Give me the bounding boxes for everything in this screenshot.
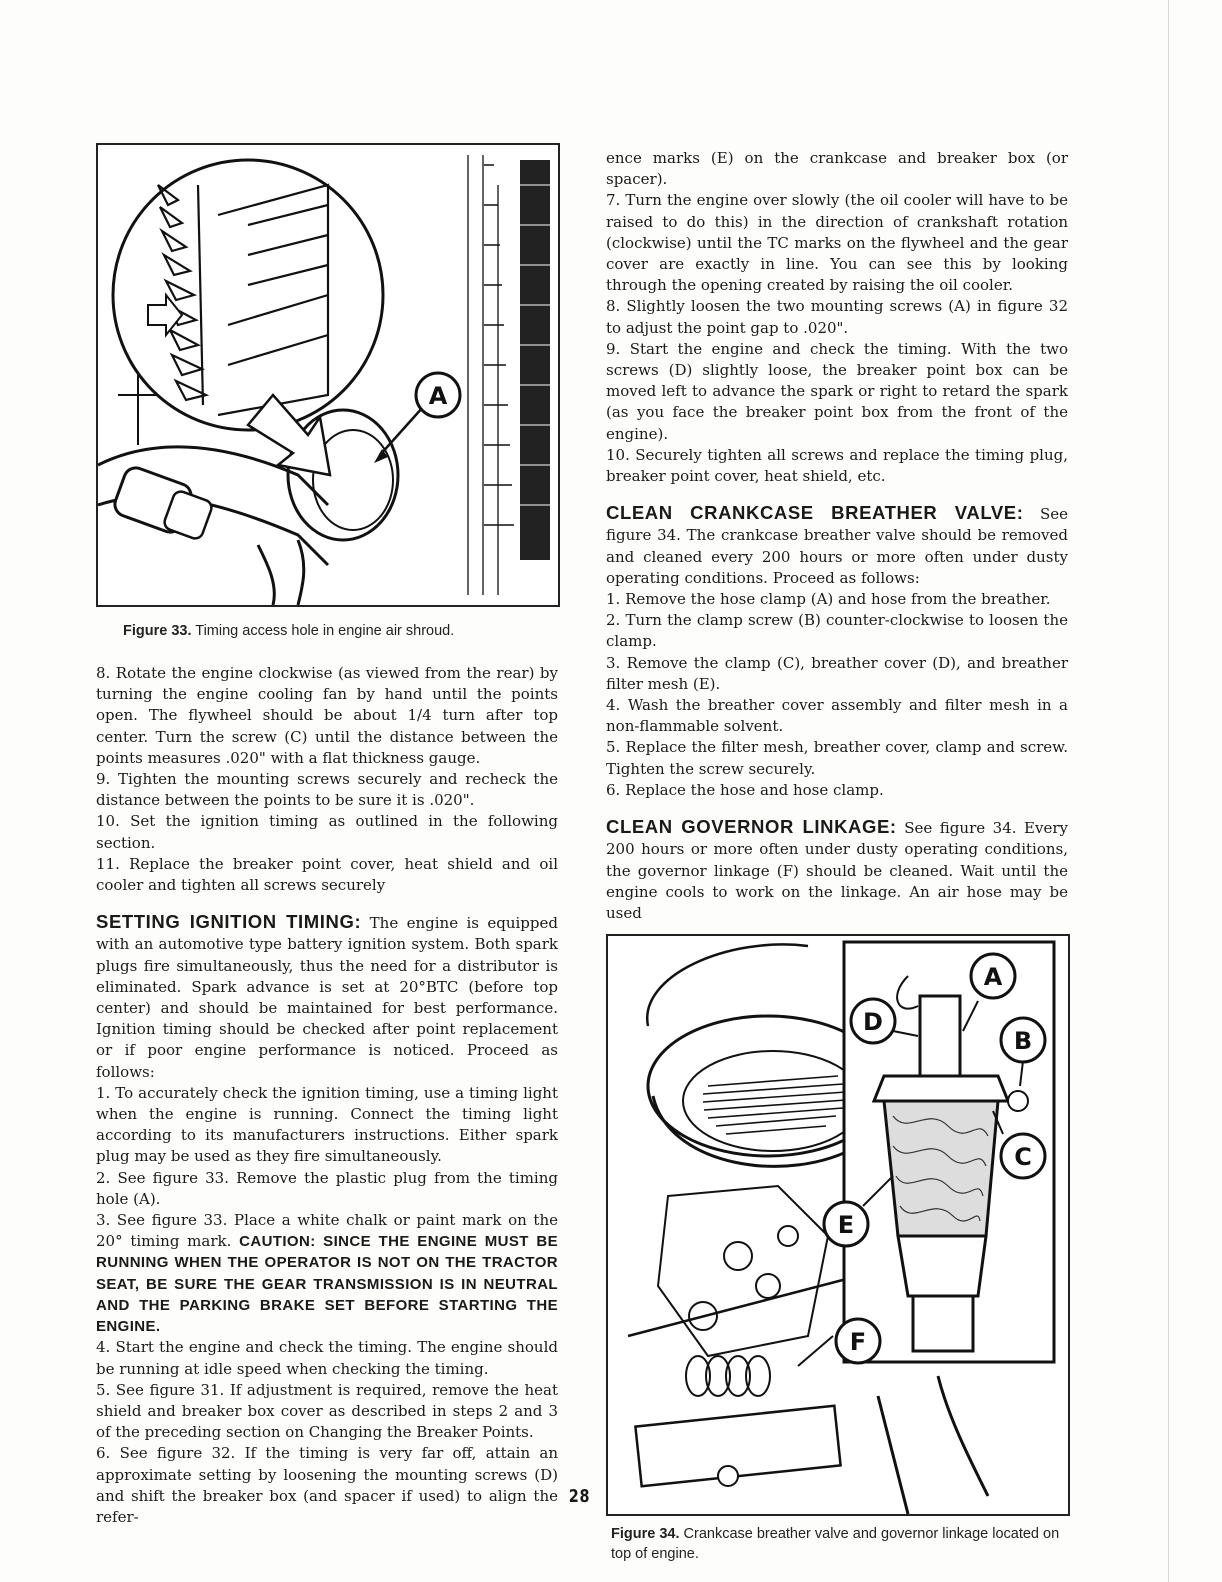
figure-34-callout-f: F	[849, 1328, 867, 1357]
left-step-9: 9. Tighten the mounting screws securely and recheck the distance between the points to be sure it is .020".	[96, 770, 558, 810]
figure-33-illustration	[96, 143, 560, 607]
ignition-heading: SETTING IGNITION TIMING:	[96, 911, 362, 933]
figure-34-caption	[611, 1524, 1068, 1564]
figure-33-label: Figure 33.	[123, 623, 192, 639]
breather-section	[606, 502, 1068, 589]
figure-34-label: Figure 34.	[611, 1526, 680, 1543]
figure-34-callout-e: E	[837, 1211, 855, 1240]
breather-step-6: 6. Replace the hose and hose clamp.	[606, 780, 884, 799]
figure-34-callout-b: B	[1013, 1027, 1033, 1056]
breather-valve-drawing	[608, 936, 1068, 1514]
figure-33-callout-a: A	[428, 382, 448, 410]
figure-34-illustration	[606, 934, 1070, 1516]
engine-shroud-drawing	[98, 145, 558, 605]
ignition-step-4: 4. Start the engine and check the timing. The engine should be running at idle speed when checking the timing.	[96, 1338, 558, 1378]
figure-34-callout-d: D	[863, 1008, 883, 1037]
breather-step-2: 2. Turn the clamp screw (B) counter-clockwise to loosen the clamp.	[606, 611, 1068, 651]
breather-step-1: 1. Remove the hose clamp (A) and hose from the breather.	[606, 590, 1051, 609]
ignition-step-3	[96, 1210, 558, 1337]
ignition-section	[96, 911, 558, 1083]
ignition-step-8: 8. Slightly loosen the two mounting screws (A) in figure 32 to adjust the point gap to .020".	[606, 297, 1068, 337]
figure-34-callout-c: C	[1014, 1143, 1032, 1172]
right-column	[606, 148, 1068, 1564]
caution-warning: CAUTION: SINCE THE ENGINE MUST BE RUNNING WHEN THE OPERATOR IS NOT ON THE TRACTOR SEAT, BE SURE THE GEAR TRANSMISSION IS IN NEUTRAL AND THE PARKING BRAKE SET BEFORE STARTING THE ENGINE.	[96, 1233, 558, 1336]
ignition-step-7: 7. Turn the engine over slowly (the oil cooler will have to be raised to do this) in the direction of crankshaft rotation (clockwise) until the TC marks on the flywheel and the gear cover are exactly in line. You can see this by looking through the opening created by raising the oil cooler.	[606, 191, 1068, 295]
ignition-step-1: 1. To accurately check the ignition timing, use a timing light when the engine is running. Connect the timing light according to its manufacturers instructions. Either spark plug may be used as they fire simultaneously.	[96, 1083, 558, 1166]
governor-intro: See figure 34. Every 200 hours or more often under dusty operating conditions, the governor linkage (F) should be cleaned. Wait until the engine cools to work on the linkage. An air hose may be used	[606, 819, 1068, 922]
figure-34-callout-a: A	[983, 963, 1003, 992]
ignition-step-9: 9. Start the engine and check the timing. With the two screws (D) slightly loose, the breaker point box can be moved left to advance the spark or right to retard the spark (as you face the breaker point box from the front of the engine).	[606, 339, 1068, 443]
continued-text: ence marks (E) on the crankcase and breaker box (or spacer).	[606, 149, 1068, 189]
governor-section	[606, 816, 1068, 924]
ignition-intro: The engine is equipped with an automotive type battery ignition system. Both spark plugs fire simultaneously, thus the need for a distributor is eliminated. Spark advance is set at 20°BTC (before top center) and should be maintained for best performance. Ignition timing should be checked after point replacement or if poor engine performance is noticed. Proceed as follows:	[96, 914, 558, 1081]
breather-step-5: 5. Replace the filter mesh, breather cover, clamp and screw. Tighten the screw securely.	[606, 738, 1068, 778]
ignition-step-10: 10. Securely tighten all screws and replace the timing plug, breaker point cover, heat shield, etc.	[606, 445, 1068, 486]
breather-step-3: 3. Remove the clamp (C), breather cover (D), and breather filter mesh (E).	[606, 653, 1068, 693]
ignition-step-2: 2. See figure 33. Remove the plastic plug from the timing hole (A).	[96, 1168, 558, 1208]
ignition-step-6: 6. See figure 32. If the timing is very far off, attain an approximate setting by loosening the mounting screws (D) and shift the breaker box (and spacer if used) to align the refer-	[96, 1444, 558, 1526]
left-step-11: 11. Replace the breaker point cover, heat shield and oil cooler and tighten all screws securely	[96, 854, 558, 895]
figure-34-text: Crankcase breather valve and governor linkage located on top of engine.	[611, 1526, 1060, 1563]
figure-33-caption	[123, 621, 558, 641]
governor-heading: CLEAN GOVERNOR LINKAGE:	[606, 816, 897, 838]
left-column	[96, 143, 558, 1528]
page-number: 28	[568, 1486, 591, 1507]
left-step-8: 8. Rotate the engine clockwise (as viewed from the rear) by turning the engine cooling fan by hand until the points open. The flywheel should be about 1/4 turn after top center. Turn the screw (C) until the distance between the points measures .020" with a flat thickness gauge.	[96, 664, 558, 767]
page-edge-line	[1168, 0, 1169, 1582]
left-step-10: 10. Set the ignition timing as outlined in the following section.	[96, 812, 558, 852]
ignition-step-5: 5. See figure 31. If adjustment is required, remove the heat shield and breaker box cover as described in steps 2 and 3 of the preceding section on Changing the Breaker Points.	[96, 1380, 558, 1442]
breather-step-4: 4. Wash the breather cover assembly and filter mesh in a non-flammable solvent.	[606, 696, 1068, 736]
breather-heading: CLEAN CRANKCASE BREATHER VALVE:	[606, 502, 1024, 524]
ignition-step-3-text: 3. See figure 33. Place a white chalk or paint mark on the 20° timing mark.	[96, 1211, 558, 1251]
breather-intro: See figure 34. The crankcase breather valve should be removed and cleaned every 200 hours or more often under dusty operating conditions. Proceed as follows:	[606, 505, 1068, 587]
figure-33-text: Timing access hole in engine air shroud.	[191, 623, 455, 639]
